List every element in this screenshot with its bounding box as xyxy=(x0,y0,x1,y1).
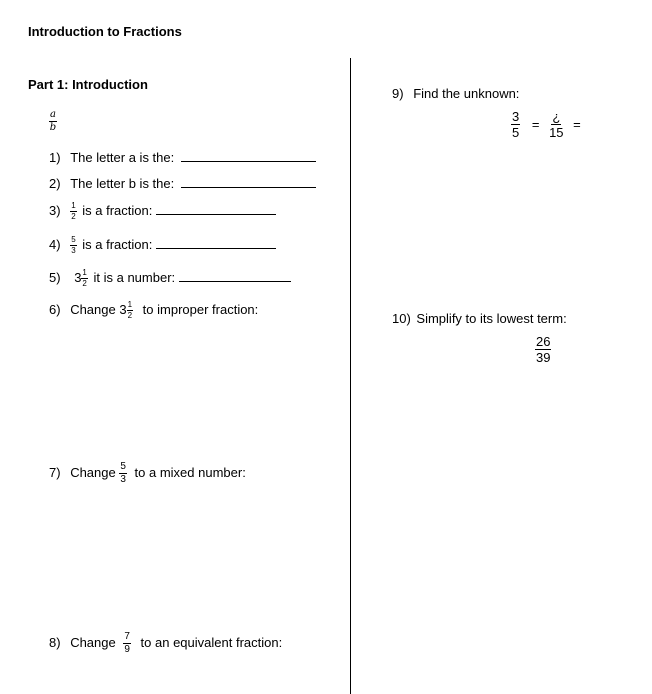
question-9-equals-2: = xyxy=(573,117,581,132)
question-10-denominator: 39 xyxy=(536,350,551,365)
question-7 xyxy=(49,462,246,485)
question-5-number: 5) xyxy=(49,270,61,285)
question-8-denominator: 9 xyxy=(124,644,130,655)
intro-fraction xyxy=(47,110,59,133)
question-9-number: 9) xyxy=(392,86,404,101)
question-6-prefix: Change xyxy=(70,301,116,317)
question-2-number: 2) xyxy=(49,176,61,191)
question-4-numerator: 5 xyxy=(71,235,76,245)
question-8-number: 8) xyxy=(49,634,61,650)
question-9-fraction1-denominator: 5 xyxy=(512,125,520,140)
question-9-fraction2-numerator: ¿ xyxy=(552,109,561,124)
question-6-number: 6) xyxy=(49,301,61,317)
page-title: Introduction to Fractions xyxy=(28,24,182,39)
question-5-answer-blank[interactable] xyxy=(179,269,291,282)
question-4-answer-blank[interactable] xyxy=(156,236,276,249)
question-3-number: 3) xyxy=(49,203,61,218)
question-4 xyxy=(49,236,276,255)
question-1-answer-blank[interactable] xyxy=(181,149,316,162)
question-10-numerator: 26 xyxy=(536,334,551,349)
question-10-fraction xyxy=(533,335,553,364)
question-5-denominator: 2 xyxy=(82,279,87,289)
question-4-denominator: 3 xyxy=(71,246,76,256)
question-5 xyxy=(49,269,291,288)
question-9-fraction1-numerator: 3 xyxy=(512,109,520,124)
question-10-number: 10) xyxy=(392,311,411,326)
question-1-text: The letter a is the: xyxy=(70,150,175,165)
question-1 xyxy=(49,149,316,165)
question-4-text: is a fraction: xyxy=(82,237,153,252)
question-7-denominator: 3 xyxy=(120,474,126,485)
question-3-text: is a fraction: xyxy=(82,203,153,218)
question-9 xyxy=(392,86,519,101)
question-8-numerator: 7 xyxy=(124,631,130,642)
question-2 xyxy=(49,175,316,191)
question-4-number: 4) xyxy=(49,237,61,252)
question-10-text: Simplify to its lowest term: xyxy=(416,311,567,326)
question-7-numerator: 5 xyxy=(120,461,126,472)
question-9-text: Find the unknown: xyxy=(413,86,520,101)
question-7-prefix: Change xyxy=(70,464,116,480)
question-7-number: 7) xyxy=(49,464,61,480)
question-3-denominator: 2 xyxy=(71,212,76,222)
question-6-whole: 3 xyxy=(119,301,127,317)
question-6-numerator: 1 xyxy=(127,300,133,309)
question-5-whole: 3 xyxy=(74,270,82,285)
part1-heading: Part 1: Introduction xyxy=(28,77,148,92)
question-8-text: to an equivalent fraction: xyxy=(140,634,283,650)
question-3-numerator: 1 xyxy=(71,201,76,211)
question-1-number: 1) xyxy=(49,150,61,165)
question-6 xyxy=(49,301,258,320)
column-divider xyxy=(350,58,351,694)
intro-fraction-denominator: b xyxy=(49,122,57,133)
intro-fraction-numerator: a xyxy=(50,109,56,120)
question-9-equation xyxy=(509,110,587,139)
question-5-numerator: 1 xyxy=(82,268,87,278)
question-7-text: to a mixed number: xyxy=(134,464,246,480)
question-9-equals-1: = xyxy=(531,117,540,132)
question-6-text: to improper fraction: xyxy=(142,301,259,317)
question-5-text: it is a number: xyxy=(93,270,176,285)
question-8 xyxy=(49,632,282,655)
question-6-denominator: 2 xyxy=(127,311,133,320)
question-9-fraction2-denominator: 15 xyxy=(549,125,564,140)
question-3 xyxy=(49,202,276,221)
question-3-answer-blank[interactable] xyxy=(156,202,276,215)
question-8-prefix: Change xyxy=(70,634,116,650)
question-10 xyxy=(392,311,567,326)
question-2-answer-blank[interactable] xyxy=(181,175,316,188)
question-2-text: The letter b is the: xyxy=(70,176,175,191)
